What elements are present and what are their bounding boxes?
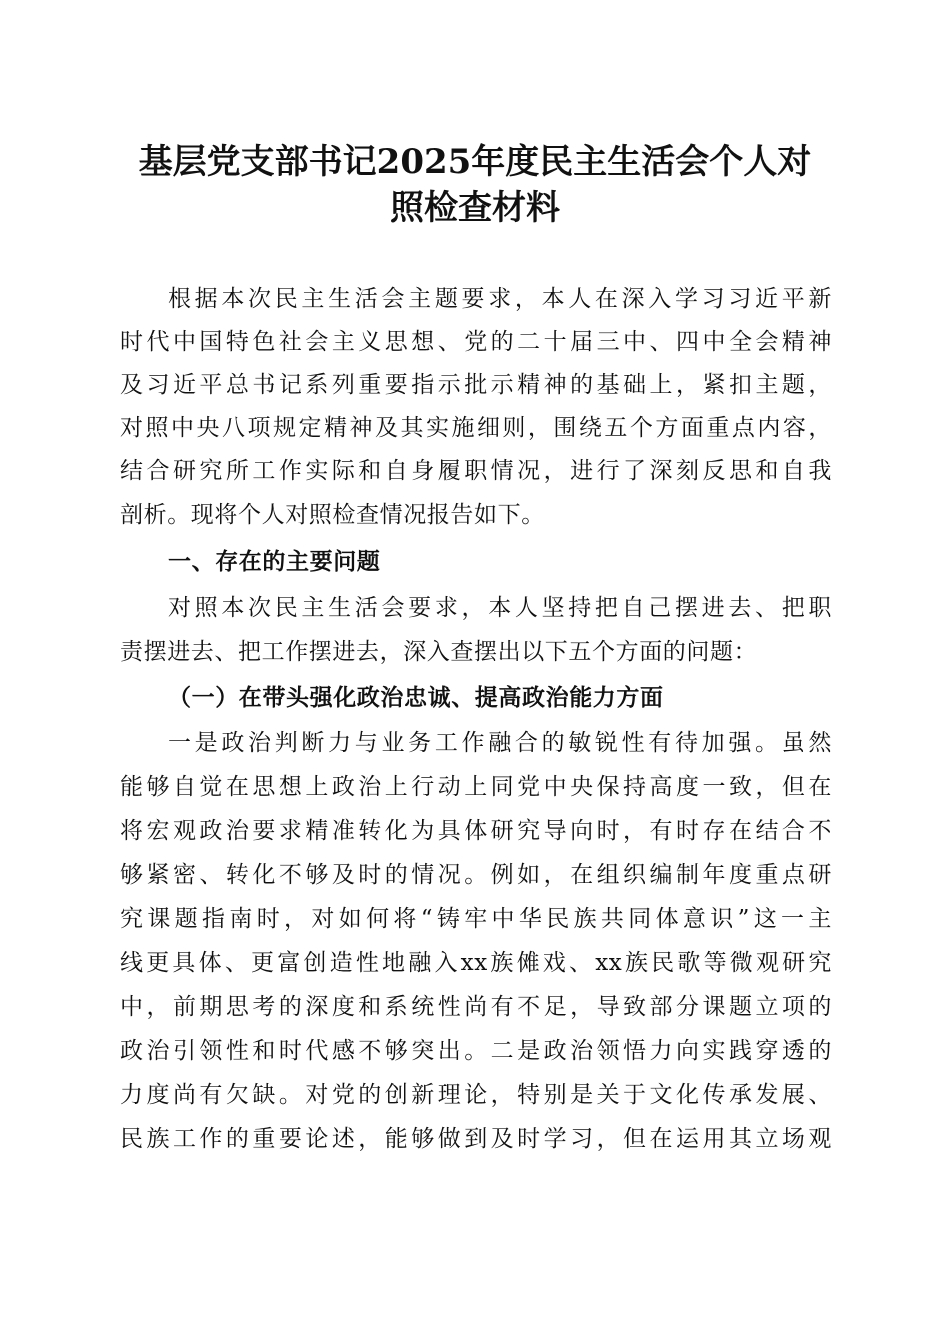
intro-line: 对照中央八项规定精神及其实施细则，围绕五个方面重点内容， [120, 415, 832, 441]
body-line: 政治引领性和时代感不够突出。二是政治领悟力向实践穿透的 [120, 1038, 832, 1064]
body-line: 究课题指南时，对如何将“铸牢中华民族共同体意识”这一主 [120, 906, 832, 932]
body-line: 线更具体、更富创造性地融入xx族傩戏、xx族民歌等微观研究 [120, 950, 832, 976]
section-intro-line: 对照本次民主生活会要求，本人坚持把自己摆进去、把职 [168, 595, 832, 621]
intro-line: 结合研究所工作实际和自身履职情况，进行了深刻反思和自我 [120, 458, 832, 484]
intro-line: 及习近平总书记系列重要指示批示精神的基础上，紧扣主题， [120, 372, 832, 398]
section-intro-line: 责摆进去、把工作摆进去，深入查摆出以下五个方面的问题： [120, 639, 758, 665]
intro-line: 根据本次民主生活会主题要求，本人在深入学习习近平新 [168, 286, 832, 312]
body-line: 民族工作的重要论述，能够做到及时学习，但在运用其立场观 [120, 1126, 832, 1152]
body-line: 能够自觉在思想上政治上行动上同党中央保持高度一致，但在 [120, 774, 832, 800]
section-heading: 一、存在的主要问题 [168, 549, 381, 575]
document-title-line-2: 照检查材料 [390, 188, 560, 228]
intro-line: 时代中国特色社会主义思想、党的二十届三中、四中全会精神 [120, 329, 832, 355]
body-line: 一是政治判断力与业务工作融合的敏锐性有待加强。虽然 [168, 730, 832, 756]
body-line: 力度尚有欠缺。对党的创新理论，特别是关于文化传承发展、 [120, 1082, 832, 1108]
body-line: 将宏观政治要求精准转化为具体研究导向时，有时存在结合不 [120, 818, 832, 844]
intro-line: 剖析。现将个人对照检查情况报告如下。 [120, 502, 545, 528]
document-title-line-1: 基层党支部书记2025年度民主生活会个人对 [138, 142, 812, 182]
subsection-heading: （一）在带头强化政治忠诚、提高政治能力方面 [168, 684, 664, 711]
body-line: 够紧密、转化不够及时的情况。例如，在组织编制年度重点研 [120, 862, 832, 888]
body-line: 中，前期思考的深度和系统性尚有不足，导致部分课题立项的 [120, 994, 832, 1020]
